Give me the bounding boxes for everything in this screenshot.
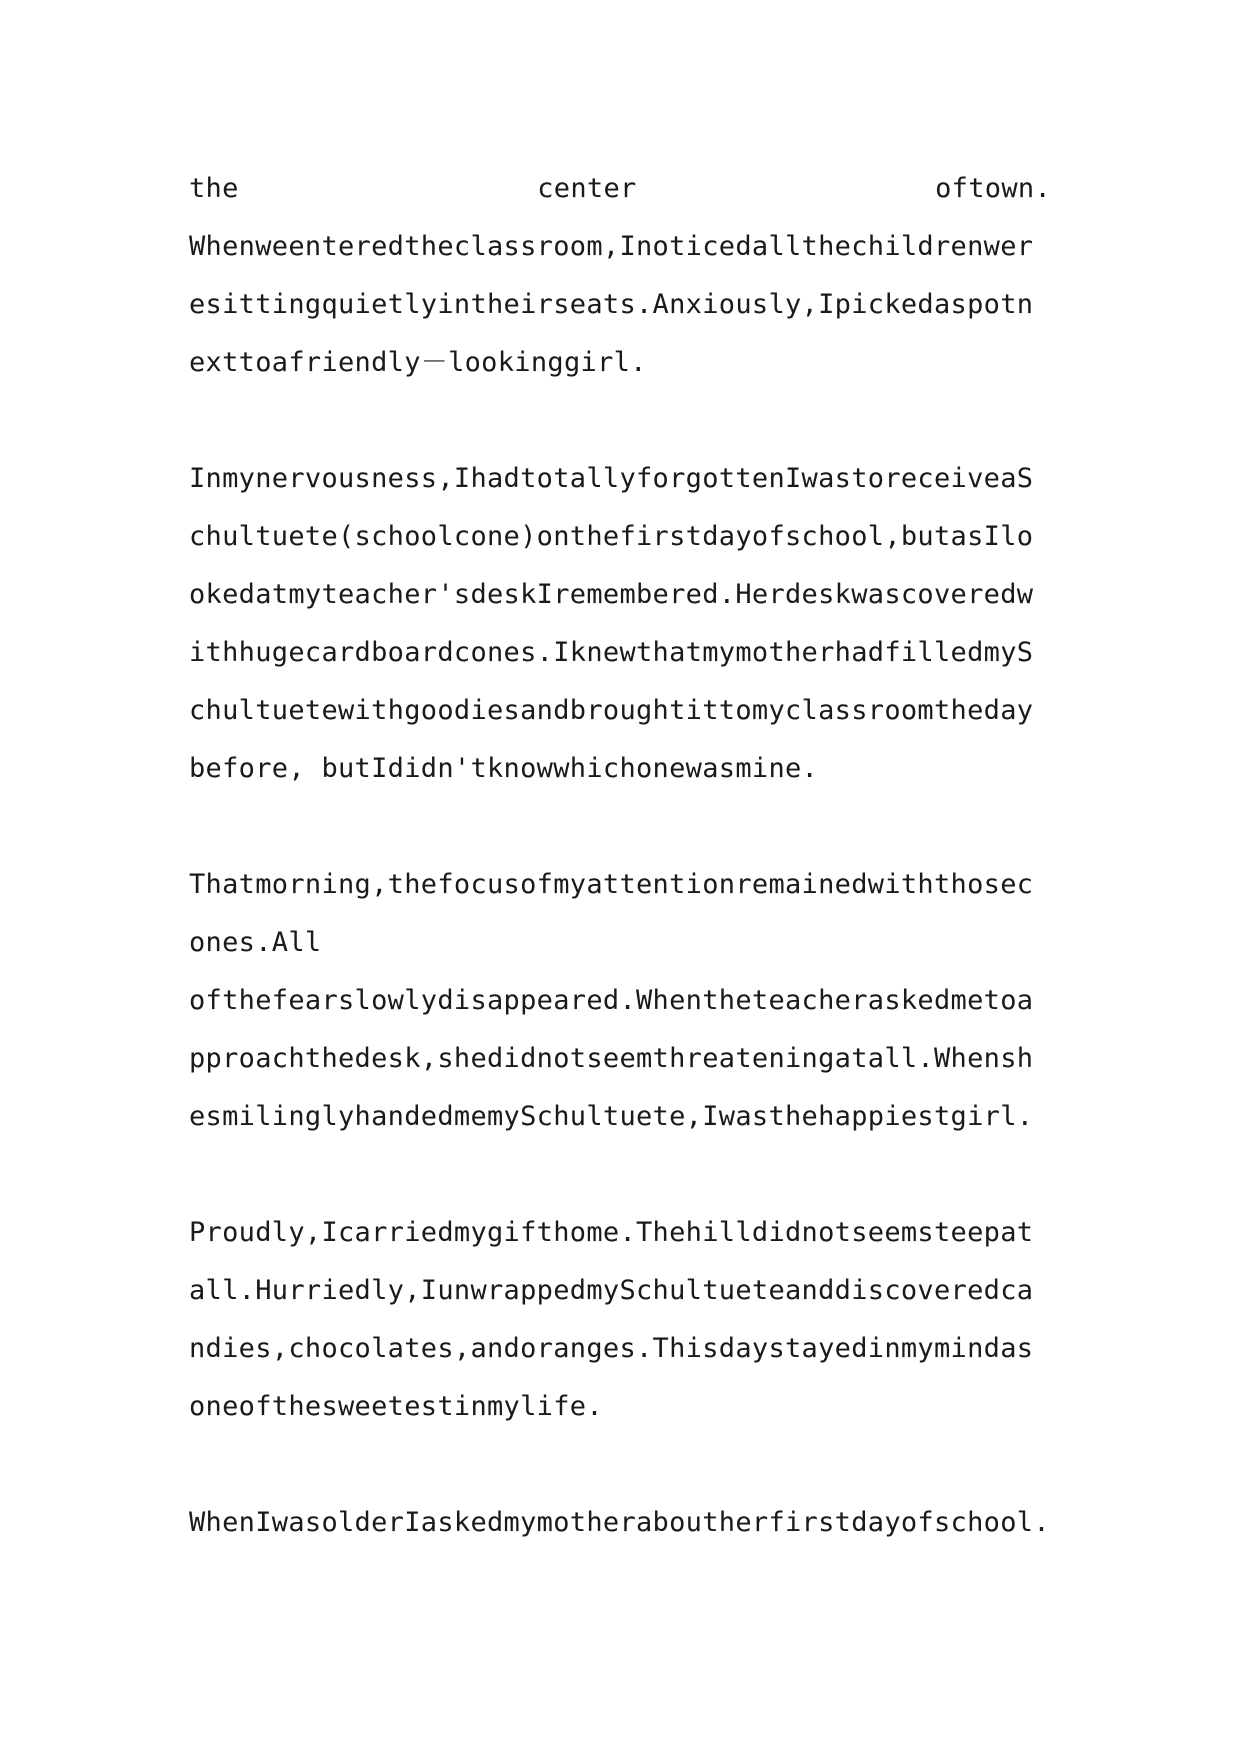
paragraph-spacer (189, 1436, 1051, 1494)
word: the (189, 173, 239, 204)
paragraph (189, 856, 1051, 1146)
paragraph-spacer (189, 798, 1051, 856)
text-line: all.Hurriedly,IunwrappedmySchultueteanddiscoveredca (189, 1275, 1034, 1306)
paragraph-spacer (189, 1146, 1051, 1204)
paragraph (189, 1494, 1051, 1552)
text-line: esittingquietlyintheirseats.Anxiously,Ipickedaspotn (189, 289, 1034, 320)
word: center (537, 173, 637, 204)
text-line (189, 160, 1051, 218)
text-line: chultuete(schoolcone)onthefirstdayofschool,butasIlo (189, 521, 1034, 552)
text-line: Inmynervousness,IhadtotallyforgottenIwastoreceiveaS (189, 463, 1034, 494)
word: oftown. (935, 173, 1051, 204)
text-line: ndies,chocolates,andoranges.Thisdaystayedinmymindas (189, 1333, 1034, 1364)
paragraph (189, 218, 1051, 392)
text-line: exttoafriendly－lookinggirl. (189, 347, 647, 378)
text-line: ones.All (189, 927, 322, 958)
document-body (189, 160, 1051, 1552)
text-line: Thatmorning,thefocusofmyattentionremainedwiththosec (189, 869, 1034, 900)
text-line: WhenIwasolderIaskedmymotheraboutherfirstdayofschool. (189, 1507, 1050, 1538)
text-line: Proudly,Icarriedmygifthome.Thehilldidnotseemsteepat (189, 1217, 1034, 1248)
text-line: esmilinglyhandedmemySchultuete,Iwasthehappiestgirl. (189, 1101, 1034, 1132)
text-line: pproachthedesk,shedidnotseemthreateningatall.Whensh (189, 1043, 1034, 1074)
text-line: ofthefearslowlydisappeared.Whentheteacheraskedmetoa (189, 985, 1034, 1016)
text-line: before, butIdidn'tknowwhichonewasmine. (189, 753, 819, 784)
text-line: okedatmyteacher'sdeskIremembered.Herdeskwascoveredw (189, 579, 1034, 610)
paragraph (189, 1204, 1051, 1436)
paragraph (189, 450, 1051, 798)
text-line: oneofthesweetestinmylife. (189, 1391, 603, 1422)
text-line: Whenweenteredtheclassroom,Inoticedallthechildrenwer (189, 231, 1034, 262)
text-line: ithhugecardboardcones.IknewthatmymotherhadfilledmyS (189, 637, 1034, 668)
paragraph-spacer (189, 392, 1051, 450)
text-line: chultuetewithgoodiesandbroughtittomyclassroomtheday (189, 695, 1034, 726)
